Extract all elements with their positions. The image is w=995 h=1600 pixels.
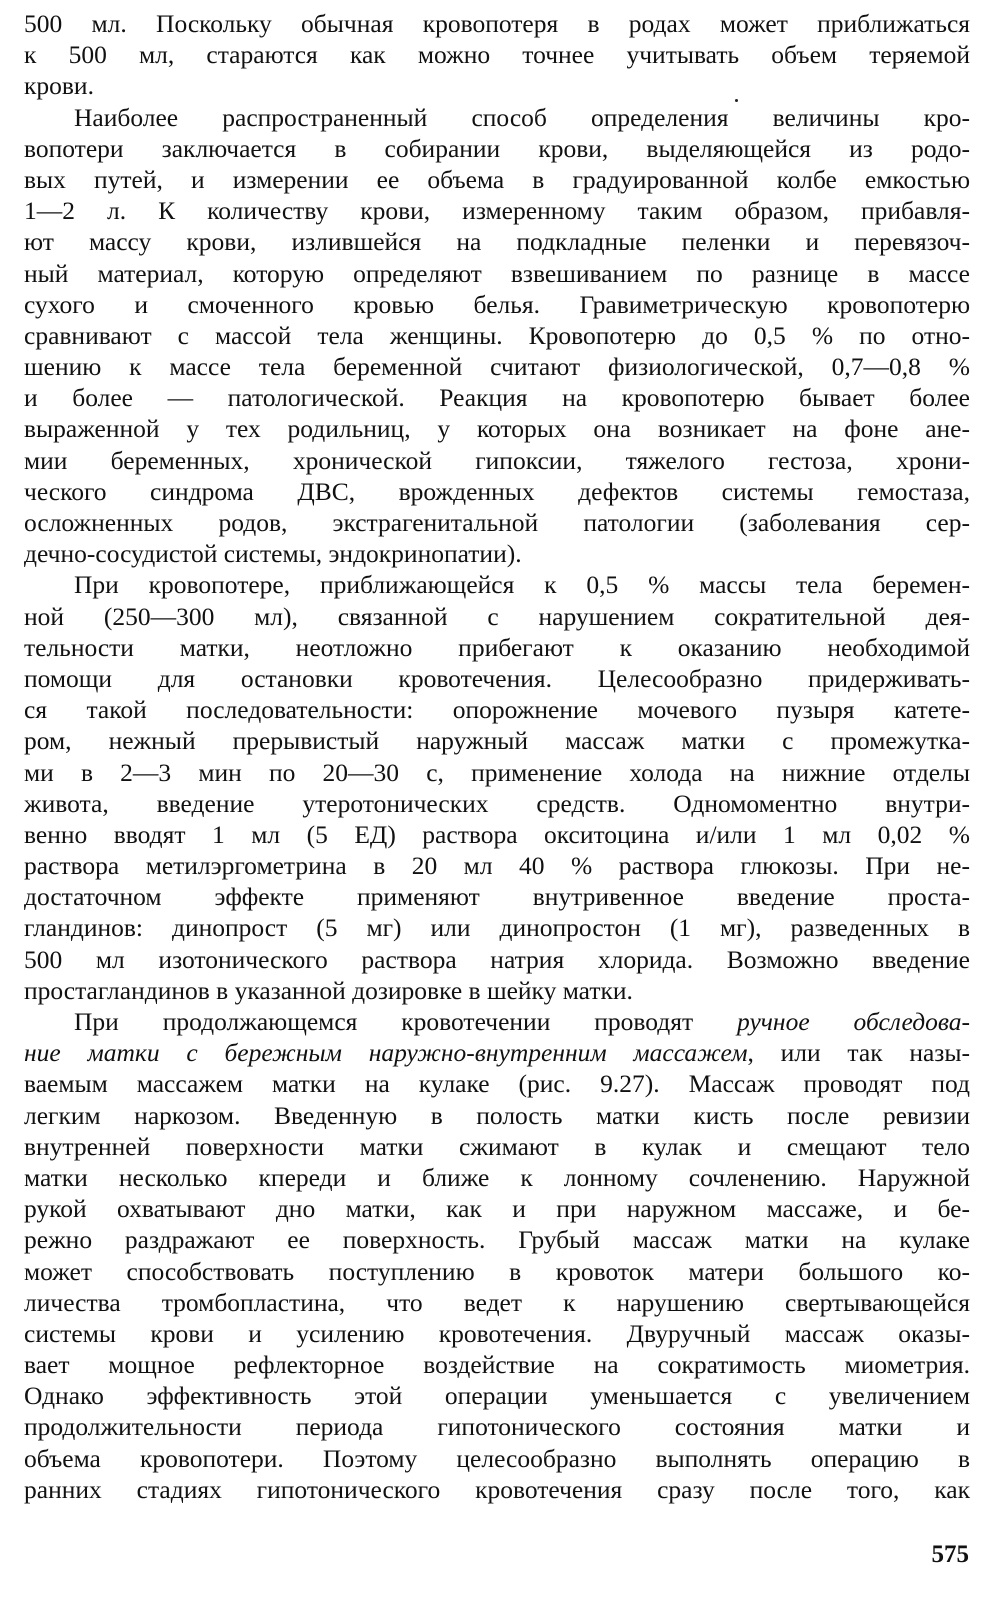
text-line: ваемым массажем матки на кулаке (рис. 9.27). Массаж проводят под <box>24 1069 970 1099</box>
text-line: ют массу крови, излившейся на подкладные пеленки и перевязоч- <box>24 227 970 257</box>
text-line: раствора метилэргометрина в 20 мл 40 % раствора глюкозы. При не- <box>24 851 970 881</box>
text-line: сухого и смоченного кровью белья. Гравиметрическую кровопотерю <box>24 289 970 319</box>
text-line: объема кровопотери. Поэтому целесообразно выполнять операцию в <box>24 1443 970 1473</box>
text-line: и более — патологической. Реакция на кровопотерю бывает более <box>24 383 970 413</box>
text-line: помощи для остановки кровотечения. Целесообразно придерживать- <box>24 663 970 693</box>
text-line: сравнивают с массой тела женщины. Кровопотерю до 0,5 % по отно- <box>24 320 970 350</box>
emphasis-text: ручное обследова- <box>737 1007 970 1036</box>
text-line: ми в 2—3 мин по 20—30 с, применение холода на нижние отделы <box>24 757 970 787</box>
text-line: простагландинов в указанной дозировке в шейку матки. <box>24 975 633 1005</box>
text-line: мии беременных, хронической гипоксии, тяжелого гестоза, хрони- <box>24 445 970 475</box>
text-line: рукой охватывают дно матки, как и при наружном массаже, и бе- <box>24 1194 970 1224</box>
text-line: ром, нежный прерывистый наружный массаж матки с промежутка- <box>24 726 970 756</box>
emphasis-text: ние матки с бережным наружно-внутренним массажем <box>24 1038 748 1068</box>
text-line: ранних стадиях гипотонического кровотечения сразу после того, как <box>24 1474 970 1504</box>
text-line: может способствовать поступлению в кровоток матери большого ко- <box>24 1256 970 1286</box>
text-line: гландинов: динопрост (5 мг) или динопростон (1 мг), разведенных в <box>24 913 970 943</box>
text-line: Наиболее распространенный способ определения величины кро- <box>74 102 970 132</box>
text-line: матки несколько кпереди и ближе к лонному сочленению. Наружной <box>24 1162 970 1192</box>
text-line: Однако эффективность этой операции уменьшается с увеличением <box>24 1381 970 1411</box>
text-line: легким наркозом. Введенную в полость матки кисть после ревизии <box>24 1100 970 1130</box>
text-line: венно вводят 1 мл (5 ЕД) раствора окситоцина и/или 1 мл 0,02 % <box>24 819 970 849</box>
text-line: личества тромбопластина, что ведет к нарушению свертывающейся <box>24 1287 970 1317</box>
text-line: ческого синдрома ДВС, врожденных дефектов системы гемостаза, <box>24 476 970 506</box>
text-line: осложненных родов, экстрагенитальной патологии (заболевания сер- <box>24 508 970 537</box>
text-line: достаточном эффекте применяют внутривенное введение проста- <box>24 882 970 912</box>
text-line: крови. <box>24 71 94 101</box>
text-line: продолжительности периода гипотонического состояния матки и <box>24 1412 970 1442</box>
text-line: При продолжающемся кровотечении проводят ручное обследова- <box>74 1007 970 1036</box>
text-line: к 500 мл, стараются как можно точнее учитывать объем теряемой <box>24 40 970 70</box>
text-line: 500 мл изотонического раствора натрия хлорида. Возможно введение <box>24 944 970 974</box>
page-number: 575 <box>931 1541 969 1568</box>
text-line: шению к массе тела беременной считают физиологической, 0,7—0,8 % <box>24 352 970 382</box>
text-line: ся такой последовательности: опорожнение мочевого пузыря катете- <box>24 695 970 725</box>
text-line: выраженной у тех родильниц, у которых она возникает на фоне ане- <box>24 414 970 444</box>
text-line: вает мощное рефлекторное воздействие на сократимость миометрия. <box>24 1350 970 1380</box>
text-line: вопотери заключается в собирании крови, выделяющейся из родо- <box>24 133 970 163</box>
text-line: живота, введение утеротонических средств. Одномоментно внутри- <box>24 788 970 818</box>
text-line: ной (250—300 мл), связанной с нарушением сократительной дея- <box>24 601 970 631</box>
text-line: системы крови и усилению кровотечения. Двуручный массаж оказы- <box>24 1318 970 1348</box>
text-line: дечно-сосудистой системы, эндокринопатии). <box>24 539 522 569</box>
text-line: режно раздражают ее поверхность. Грубый массаж матки на кулаке <box>24 1225 970 1255</box>
text-line: вых путей, и измерении ее объема в градуированной колбе емкостью <box>24 164 970 194</box>
text-line: 500 мл. Поскольку обычная кровопотеря в родах может приближаться <box>24 9 970 38</box>
text-line: внутренней поверхности матки сжимают в кулак и смещают тело <box>24 1131 970 1161</box>
text-line: тельности матки, неотложно прибегают к оказанию необходимой <box>24 632 970 662</box>
text-line: ный материал, которую определяют взвешиванием по разнице в массе <box>24 258 970 288</box>
text-line: При кровопотере, приближающейся к 0,5 % массы тела беремен- <box>74 570 970 600</box>
body-text <box>24 8 970 1505</box>
text-line: ние матки с бережным наружно-внутренним массажем, или так назы- <box>24 1038 971 1068</box>
text-line: 1—2 л. К количеству крови, измеренному таким образом, прибавля- <box>24 196 970 226</box>
scan-speck <box>735 99 738 102</box>
